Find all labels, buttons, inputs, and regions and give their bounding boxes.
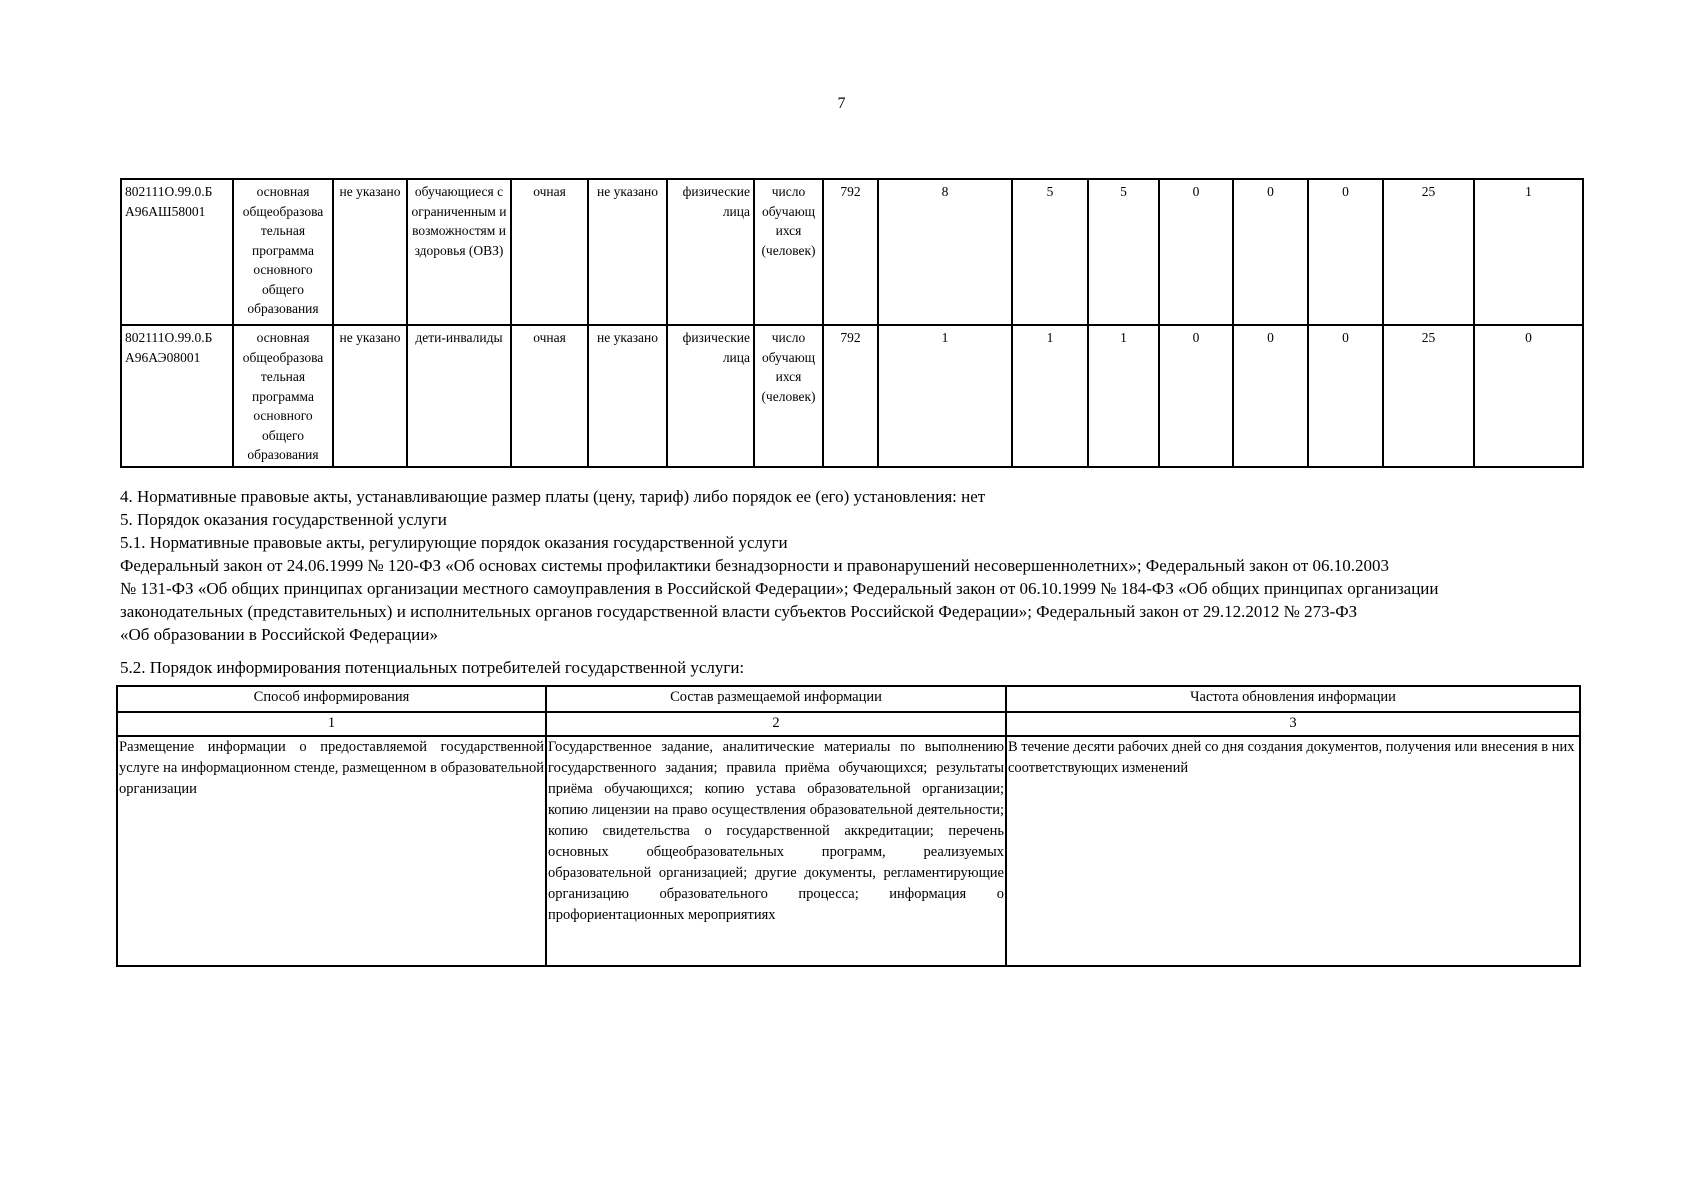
cell-unit: число обучающ ихся (человек) <box>754 179 823 325</box>
cell-method: Размещение информации о предоставляемой государственной услуге на информационном стенде, размещенном в образовательной организации <box>117 736 546 966</box>
table-row <box>121 179 1583 325</box>
section-text <box>120 485 1560 679</box>
cell-program: основная общеобразова тельная программа основного общего образования <box>233 325 333 467</box>
section-5-2: 5.2. Порядок информирования потенциальных потребителей государственной услуги: <box>120 658 745 677</box>
cell-okei: 792 <box>823 179 878 325</box>
column-number: 1 <box>117 712 546 736</box>
cell-value: 25 <box>1383 179 1474 325</box>
cell-unit: число обучающ ихся (человек) <box>754 325 823 467</box>
cell-indicator: не указано <box>588 325 667 467</box>
cell-value: 1 <box>1088 325 1159 467</box>
cell-value: 1 <box>878 325 1012 467</box>
cell-value: 0 <box>1159 325 1233 467</box>
cell-value: 25 <box>1383 325 1474 467</box>
cell-value: 0 <box>1233 179 1308 325</box>
registry-table <box>120 178 1584 468</box>
laws-line: законодательных (представительных) и исполнительных органов государственной власти субъектов Российской Федерации»; Федеральный закон от 29.12.2012 № 273-ФЗ <box>120 602 1358 621</box>
cell-program: основная общеобразова тельная программа основного общего образования <box>233 179 333 325</box>
cell-value: 0 <box>1308 179 1383 325</box>
cell-form: очная <box>511 325 588 467</box>
cell-value: 5 <box>1088 179 1159 325</box>
laws-line: Федеральный закон от 24.06.1999 № 120-ФЗ «Об основах системы профилактики безнадзорности и правонарушений несовершеннолетних»; Федеральный закон от 06.10.2003 <box>120 556 1389 575</box>
laws-line: «Об образовании в Российской Федерации» <box>120 625 438 644</box>
column-header: Частота обновления информации <box>1006 686 1580 712</box>
header-row <box>117 686 1580 712</box>
column-number: 3 <box>1006 712 1580 736</box>
column-header: Способ информирования <box>117 686 546 712</box>
cell-value: 8 <box>878 179 1012 325</box>
table-row <box>117 736 1580 966</box>
cell-okei: 792 <box>823 325 878 467</box>
page-number: 7 <box>837 95 846 112</box>
cell-consumers: физические лица <box>667 179 754 325</box>
cell-value: 5 <box>1012 179 1088 325</box>
column-header: Состав размещаемой информации <box>546 686 1006 712</box>
cell-indicator: не указано <box>588 179 667 325</box>
cell-value: 1 <box>1474 179 1583 325</box>
column-number-row <box>117 712 1580 736</box>
cell-value: 0 <box>1159 179 1233 325</box>
info-table <box>116 685 1581 967</box>
cell-frequency: В течение десяти рабочих дней со дня создания документов, получения или внесения в них соответствующих изменений <box>1006 736 1580 966</box>
cell-indicator: не указано <box>333 179 407 325</box>
cell-value: 0 <box>1233 325 1308 467</box>
table-row <box>121 325 1583 467</box>
cell-value: 1 <box>1012 325 1088 467</box>
cell-consumers: физические лица <box>667 325 754 467</box>
cell-value: 0 <box>1474 325 1583 467</box>
section-5: 5. Порядок оказания государственной услуги <box>120 510 447 529</box>
cell-code: 802111О.99.0.Б А96АЭ08001 <box>121 325 233 467</box>
section-4: 4. Нормативные правовые акты, устанавливающие размер платы (цену, тариф) либо порядок ее (его) установления: нет <box>120 487 986 506</box>
cell-form: очная <box>511 179 588 325</box>
cell-indicator: не указано <box>333 325 407 467</box>
cell-category: дети-инвалиды <box>407 325 511 467</box>
cell-category: обучающиеся с ограниченным и возможностям и здоровья (ОВЗ) <box>407 179 511 325</box>
column-number: 2 <box>546 712 1006 736</box>
cell-value: 0 <box>1308 325 1383 467</box>
cell-code: 802111О.99.0.Б А96АШ58001 <box>121 179 233 325</box>
section-5-1: 5.1. Нормативные правовые акты, регулирующие порядок оказания государственной услуги <box>120 533 788 552</box>
laws-line: № 131-ФЗ «Об общих принципах организации местного самоуправления в Российской Федерации»; Федеральный закон от 06.10.1999 № 184-ФЗ «Об общих принципах организации <box>120 579 1439 598</box>
cell-content: Государственное задание, аналитические материалы по выполнению государственного задания; правила приёма обучающихся; результаты приёма обучающихся; копию устава образовательной организации; копию лицензии на право осуществления образовательной деятельности; копию свидетельства о государственной аккредитации; перечень основных общеобразовательных программ, реализуемых образовательной организацией; другие документы, регламентирующие организацию образовательного процесса; информация о профориентационных мероприятиях <box>546 736 1006 966</box>
